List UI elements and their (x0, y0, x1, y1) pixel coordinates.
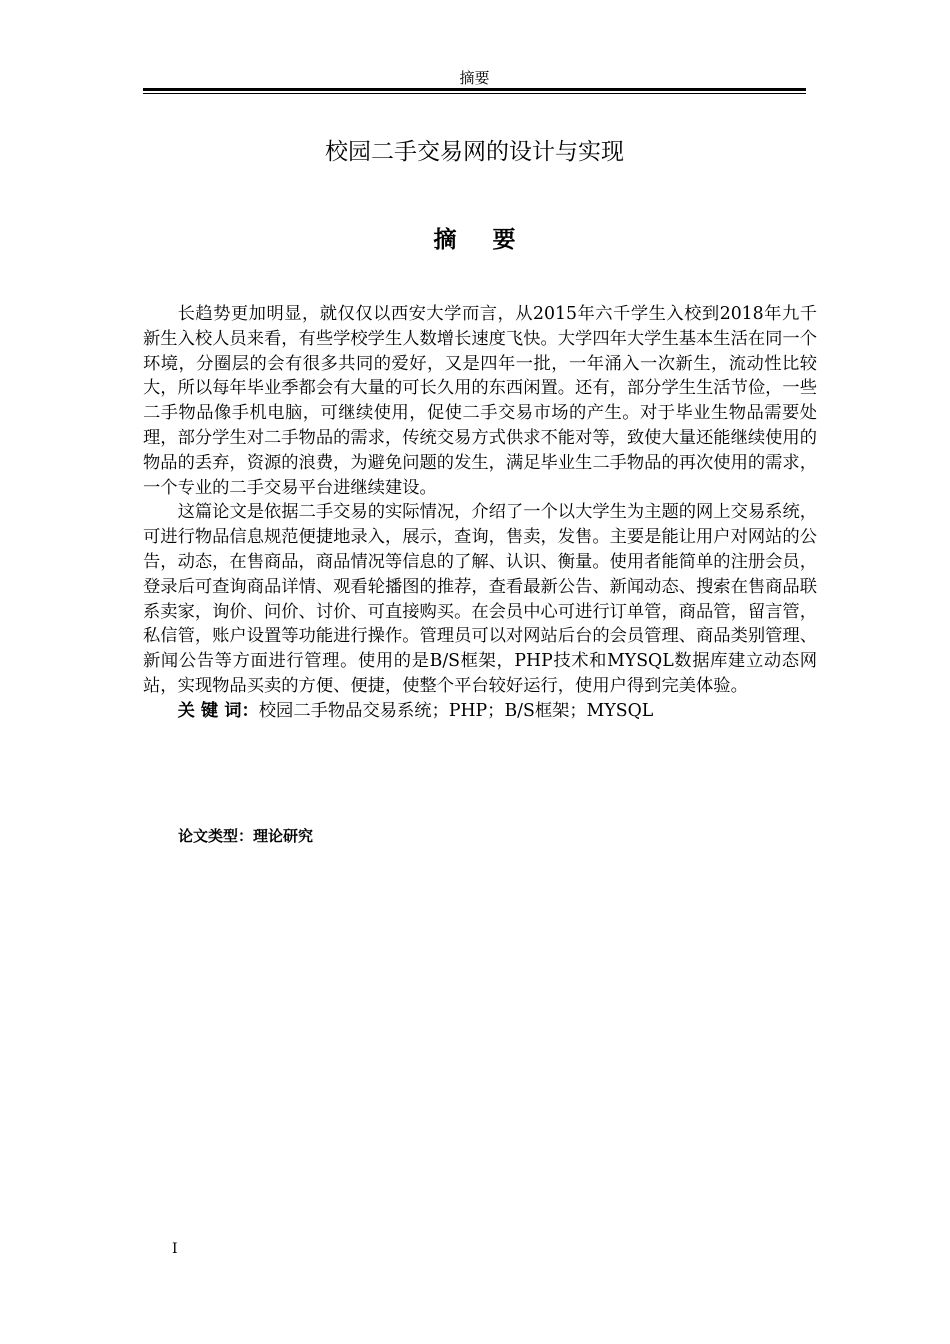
keywords-value: 校园二手物品交易系统；PHP；B/S框架；MYSQL (258, 700, 654, 721)
header-rule-thin (143, 93, 806, 94)
paper-type: 论文类型：理论研究 (178, 827, 314, 845)
keywords-label: 关 键 词： (177, 700, 259, 721)
abstract-heading: 摘 要 (433, 226, 530, 253)
keywords-line (143, 699, 817, 724)
abstract-paragraph-2: 这篇论文是依据二手交易的实际情况，介绍了一个以大学生为主题的网上交易系统，可进行物品信息规范便捷地录入，展示，查询，售卖，发售。主要是能让用户对网站的公告，动态，在售商品，商品情况等信息的了解、认识、衡量。使用者能简单的注册会员，登录后可查询商品详情、观看轮播图的推荐，查看最新公告、新闻动态、搜索在售商品联系卖家，询价、问价、讨价、可直接购买。在会员中心可进行订单管，商品管，留言管，私信管，账户设置等功能进行操作。管理员可以对网站后台的会员管理、商品类别管理、新闻公告等方面进行管理。使用的是B/S框架，PHP技术和MYSQL数据库建立动态网站，实现物品买卖的方便、便捷，使整个平台较好运行，使用户得到完美体验。 (143, 502, 818, 696)
page-number: I (172, 1241, 178, 1257)
header-rule-thick (143, 88, 806, 91)
abstract-paragraph-1: 长趋势更加明显，就仅仅以西安大学而言，从2015年六千学生入校到2018年九千新生入校人员来看，有些学校学生人数增长速度飞快。大学四年大学生基本生活在同一个环境，分圈层的会有很多共同的爱好，又是四年一批，一年涌入一次新生，流动性比较大，所以每年毕业季都会有大量的可长久用的东西闲置。还有，部分学生生活节俭，一些二手物品像手机电脑，可继续使用，促使二手交易市场的产生。对于毕业生物品需要处理，部分学生对二手物品的需求，传统交易方式供求不能对等，致使大量还能继续使用的物品的丢弃，资源的浪费，为避免问题的发生，满足毕业生二手物品的再次使用的需求，一个专业的二手交易平台进继续建设。 (143, 304, 817, 498)
document-title: 校园二手交易网的设计与实现 (325, 139, 624, 165)
abstract-body (143, 302, 817, 724)
running-header: 摘要 (459, 69, 490, 87)
